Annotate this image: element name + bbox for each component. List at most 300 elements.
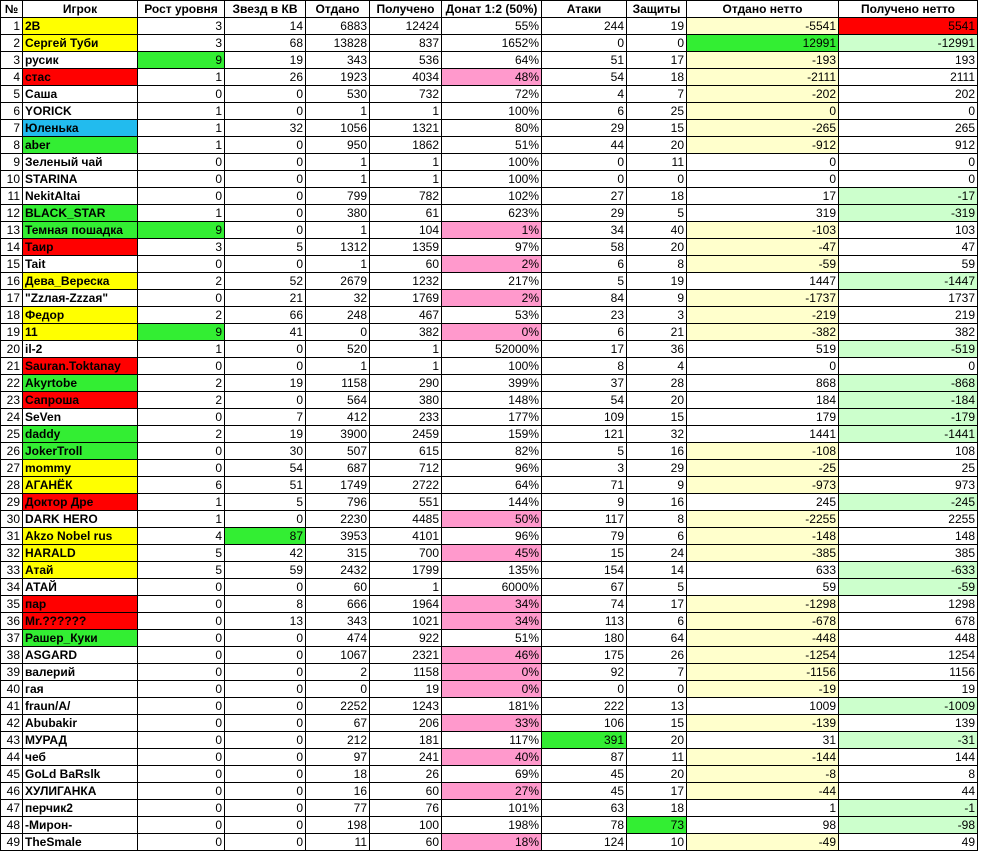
- received-value-cell[interactable]: 4485: [370, 511, 442, 528]
- given-value-cell[interactable]: 666: [306, 596, 370, 613]
- given-net-cell[interactable]: -202: [687, 86, 839, 103]
- given-net-cell[interactable]: 0: [687, 154, 839, 171]
- stars-count-cell[interactable]: 0: [225, 222, 306, 239]
- received-value-cell[interactable]: 1769: [370, 290, 442, 307]
- donat-ratio-cell[interactable]: 0%: [442, 681, 542, 698]
- level-growth-cell[interactable]: 0: [138, 188, 225, 205]
- given-net-cell[interactable]: 0: [687, 358, 839, 375]
- donat-ratio-cell[interactable]: 53%: [442, 307, 542, 324]
- stars-count-cell[interactable]: 0: [225, 783, 306, 800]
- given-net-cell[interactable]: -148: [687, 528, 839, 545]
- row-index-cell[interactable]: 34: [1, 579, 23, 596]
- donat-ratio-cell[interactable]: 101%: [442, 800, 542, 817]
- received-value-cell[interactable]: 61: [370, 205, 442, 222]
- donat-ratio-cell[interactable]: 198%: [442, 817, 542, 834]
- defenses-count-cell[interactable]: 5: [627, 579, 687, 596]
- donat-ratio-cell[interactable]: 96%: [442, 460, 542, 477]
- player-name-cell[interactable]: МУРАД: [23, 732, 138, 749]
- given-net-cell[interactable]: -1156: [687, 664, 839, 681]
- level-growth-cell[interactable]: 9: [138, 222, 225, 239]
- defenses-count-cell[interactable]: 19: [627, 273, 687, 290]
- header-index[interactable]: №: [1, 1, 23, 18]
- row-index-cell[interactable]: 31: [1, 528, 23, 545]
- donat-ratio-cell[interactable]: 100%: [442, 358, 542, 375]
- given-value-cell[interactable]: 32: [306, 290, 370, 307]
- stars-count-cell[interactable]: 54: [225, 460, 306, 477]
- defenses-count-cell[interactable]: 17: [627, 783, 687, 800]
- given-value-cell[interactable]: 3953: [306, 528, 370, 545]
- level-growth-cell[interactable]: 0: [138, 256, 225, 273]
- given-value-cell[interactable]: 507: [306, 443, 370, 460]
- row-index-cell[interactable]: 30: [1, 511, 23, 528]
- defenses-count-cell[interactable]: 20: [627, 137, 687, 154]
- defenses-count-cell[interactable]: 8: [627, 256, 687, 273]
- given-value-cell[interactable]: 77: [306, 800, 370, 817]
- header-attacks[interactable]: Атаки: [542, 1, 627, 18]
- defenses-count-cell[interactable]: 11: [627, 154, 687, 171]
- received-value-cell[interactable]: 60: [370, 834, 442, 851]
- given-net-cell[interactable]: 1009: [687, 698, 839, 715]
- defenses-count-cell[interactable]: 19: [627, 18, 687, 35]
- donat-ratio-cell[interactable]: 399%: [442, 375, 542, 392]
- header-received-net[interactable]: Получено нетто: [839, 1, 978, 18]
- defenses-count-cell[interactable]: 16: [627, 494, 687, 511]
- received-value-cell[interactable]: 233: [370, 409, 442, 426]
- attacks-count-cell[interactable]: 5: [542, 273, 627, 290]
- given-value-cell[interactable]: 1158: [306, 375, 370, 392]
- received-net-cell[interactable]: -319: [839, 205, 978, 222]
- player-name-cell[interactable]: HARALD: [23, 545, 138, 562]
- level-growth-cell[interactable]: 0: [138, 766, 225, 783]
- defenses-count-cell[interactable]: 0: [627, 681, 687, 698]
- player-name-cell[interactable]: чеб: [23, 749, 138, 766]
- received-net-cell[interactable]: 912: [839, 137, 978, 154]
- given-value-cell[interactable]: 248: [306, 307, 370, 324]
- donat-ratio-cell[interactable]: 96%: [442, 528, 542, 545]
- given-net-cell[interactable]: -678: [687, 613, 839, 630]
- received-value-cell[interactable]: 26: [370, 766, 442, 783]
- received-value-cell[interactable]: 60: [370, 783, 442, 800]
- received-net-cell[interactable]: -17: [839, 188, 978, 205]
- defenses-count-cell[interactable]: 9: [627, 477, 687, 494]
- received-net-cell[interactable]: -59: [839, 579, 978, 596]
- donat-ratio-cell[interactable]: 0%: [442, 324, 542, 341]
- stars-count-cell[interactable]: 87: [225, 528, 306, 545]
- given-value-cell[interactable]: 799: [306, 188, 370, 205]
- defenses-count-cell[interactable]: 9: [627, 290, 687, 307]
- defenses-count-cell[interactable]: 20: [627, 239, 687, 256]
- given-value-cell[interactable]: 67: [306, 715, 370, 732]
- defenses-count-cell[interactable]: 16: [627, 443, 687, 460]
- given-value-cell[interactable]: 1312: [306, 239, 370, 256]
- attacks-count-cell[interactable]: 222: [542, 698, 627, 715]
- received-net-cell[interactable]: 193: [839, 52, 978, 69]
- donat-ratio-cell[interactable]: 159%: [442, 426, 542, 443]
- received-value-cell[interactable]: 732: [370, 86, 442, 103]
- player-name-cell[interactable]: Темная пошадка: [23, 222, 138, 239]
- player-name-cell[interactable]: перчик2: [23, 800, 138, 817]
- stars-count-cell[interactable]: 0: [225, 358, 306, 375]
- received-value-cell[interactable]: 380: [370, 392, 442, 409]
- donat-ratio-cell[interactable]: 100%: [442, 154, 542, 171]
- player-name-cell[interactable]: Sauran.Toktanay: [23, 358, 138, 375]
- defenses-count-cell[interactable]: 26: [627, 647, 687, 664]
- player-name-cell[interactable]: Дева_Вереска: [23, 273, 138, 290]
- player-name-cell[interactable]: валерий: [23, 664, 138, 681]
- given-value-cell[interactable]: 687: [306, 460, 370, 477]
- attacks-count-cell[interactable]: 87: [542, 749, 627, 766]
- given-value-cell[interactable]: 198: [306, 817, 370, 834]
- row-index-cell[interactable]: 46: [1, 783, 23, 800]
- stars-count-cell[interactable]: 0: [225, 137, 306, 154]
- given-net-cell[interactable]: -2111: [687, 69, 839, 86]
- donat-ratio-cell[interactable]: 2%: [442, 290, 542, 307]
- defenses-count-cell[interactable]: 6: [627, 528, 687, 545]
- row-index-cell[interactable]: 44: [1, 749, 23, 766]
- row-index-cell[interactable]: 9: [1, 154, 23, 171]
- level-growth-cell[interactable]: 0: [138, 358, 225, 375]
- given-net-cell[interactable]: -108: [687, 443, 839, 460]
- stars-count-cell[interactable]: 5: [225, 494, 306, 511]
- donat-ratio-cell[interactable]: 18%: [442, 834, 542, 851]
- given-net-cell[interactable]: -25: [687, 460, 839, 477]
- received-net-cell[interactable]: 44: [839, 783, 978, 800]
- given-net-cell[interactable]: -973: [687, 477, 839, 494]
- level-growth-cell[interactable]: 2: [138, 426, 225, 443]
- received-value-cell[interactable]: 615: [370, 443, 442, 460]
- given-net-cell[interactable]: -8: [687, 766, 839, 783]
- defenses-count-cell[interactable]: 64: [627, 630, 687, 647]
- stars-count-cell[interactable]: 42: [225, 545, 306, 562]
- attacks-count-cell[interactable]: 74: [542, 596, 627, 613]
- given-value-cell[interactable]: 13828: [306, 35, 370, 52]
- player-name-cell[interactable]: 11: [23, 324, 138, 341]
- received-value-cell[interactable]: 4034: [370, 69, 442, 86]
- received-net-cell[interactable]: 265: [839, 120, 978, 137]
- row-index-cell[interactable]: 15: [1, 256, 23, 273]
- given-net-cell[interactable]: -44: [687, 783, 839, 800]
- player-name-cell[interactable]: Саша: [23, 86, 138, 103]
- defenses-count-cell[interactable]: 15: [627, 715, 687, 732]
- level-growth-cell[interactable]: 3: [138, 18, 225, 35]
- defenses-count-cell[interactable]: 25: [627, 103, 687, 120]
- stars-count-cell[interactable]: 0: [225, 392, 306, 409]
- given-net-cell[interactable]: -219: [687, 307, 839, 324]
- player-name-cell[interactable]: АТАЙ: [23, 579, 138, 596]
- received-net-cell[interactable]: 219: [839, 307, 978, 324]
- received-net-cell[interactable]: 448: [839, 630, 978, 647]
- donat-ratio-cell[interactable]: 1%: [442, 222, 542, 239]
- stars-count-cell[interactable]: 59: [225, 562, 306, 579]
- given-value-cell[interactable]: 1: [306, 222, 370, 239]
- attacks-count-cell[interactable]: 4: [542, 86, 627, 103]
- player-name-cell[interactable]: Зеленый чай: [23, 154, 138, 171]
- defenses-count-cell[interactable]: 15: [627, 120, 687, 137]
- player-name-cell[interactable]: mommy: [23, 460, 138, 477]
- level-growth-cell[interactable]: 9: [138, 324, 225, 341]
- row-index-cell[interactable]: 19: [1, 324, 23, 341]
- row-index-cell[interactable]: 38: [1, 647, 23, 664]
- received-net-cell[interactable]: -1009: [839, 698, 978, 715]
- player-name-cell[interactable]: Таир: [23, 239, 138, 256]
- given-value-cell[interactable]: 212: [306, 732, 370, 749]
- given-value-cell[interactable]: 1: [306, 171, 370, 188]
- given-net-cell[interactable]: -59: [687, 256, 839, 273]
- attacks-count-cell[interactable]: 45: [542, 766, 627, 783]
- player-name-cell[interactable]: пар: [23, 596, 138, 613]
- given-value-cell[interactable]: 6883: [306, 18, 370, 35]
- row-index-cell[interactable]: 2: [1, 35, 23, 52]
- received-net-cell[interactable]: -1: [839, 800, 978, 817]
- given-value-cell[interactable]: 1056: [306, 120, 370, 137]
- player-name-cell[interactable]: ASGARD: [23, 647, 138, 664]
- received-value-cell[interactable]: 1862: [370, 137, 442, 154]
- level-growth-cell[interactable]: 0: [138, 732, 225, 749]
- level-growth-cell[interactable]: 2: [138, 375, 225, 392]
- defenses-count-cell[interactable]: 3: [627, 307, 687, 324]
- received-net-cell[interactable]: -245: [839, 494, 978, 511]
- attacks-count-cell[interactable]: 71: [542, 477, 627, 494]
- received-net-cell[interactable]: 5541: [839, 18, 978, 35]
- given-value-cell[interactable]: 11: [306, 834, 370, 851]
- received-net-cell[interactable]: 8: [839, 766, 978, 783]
- row-index-cell[interactable]: 16: [1, 273, 23, 290]
- given-net-cell[interactable]: -265: [687, 120, 839, 137]
- given-value-cell[interactable]: 0: [306, 324, 370, 341]
- given-value-cell[interactable]: 530: [306, 86, 370, 103]
- donat-ratio-cell[interactable]: 50%: [442, 511, 542, 528]
- given-value-cell[interactable]: 1749: [306, 477, 370, 494]
- donat-ratio-cell[interactable]: 72%: [442, 86, 542, 103]
- stars-count-cell[interactable]: 14: [225, 18, 306, 35]
- attacks-count-cell[interactable]: 37: [542, 375, 627, 392]
- level-growth-cell[interactable]: 1: [138, 69, 225, 86]
- level-growth-cell[interactable]: 0: [138, 443, 225, 460]
- row-index-cell[interactable]: 26: [1, 443, 23, 460]
- given-value-cell[interactable]: 2252: [306, 698, 370, 715]
- row-index-cell[interactable]: 21: [1, 358, 23, 375]
- received-net-cell[interactable]: -1447: [839, 273, 978, 290]
- attacks-count-cell[interactable]: 15: [542, 545, 627, 562]
- row-index-cell[interactable]: 10: [1, 171, 23, 188]
- given-net-cell[interactable]: -1298: [687, 596, 839, 613]
- given-net-cell[interactable]: 179: [687, 409, 839, 426]
- received-net-cell[interactable]: 139: [839, 715, 978, 732]
- defenses-count-cell[interactable]: 17: [627, 52, 687, 69]
- defenses-count-cell[interactable]: 18: [627, 69, 687, 86]
- row-index-cell[interactable]: 41: [1, 698, 23, 715]
- attacks-count-cell[interactable]: 45: [542, 783, 627, 800]
- donat-ratio-cell[interactable]: 33%: [442, 715, 542, 732]
- row-index-cell[interactable]: 20: [1, 341, 23, 358]
- donat-ratio-cell[interactable]: 177%: [442, 409, 542, 426]
- level-growth-cell[interactable]: 0: [138, 596, 225, 613]
- given-value-cell[interactable]: 2: [306, 664, 370, 681]
- received-value-cell[interactable]: 1021: [370, 613, 442, 630]
- defenses-count-cell[interactable]: 6: [627, 613, 687, 630]
- donat-ratio-cell[interactable]: 623%: [442, 205, 542, 222]
- level-growth-cell[interactable]: 1: [138, 341, 225, 358]
- level-growth-cell[interactable]: 0: [138, 698, 225, 715]
- player-name-cell[interactable]: fraun/A/: [23, 698, 138, 715]
- defenses-count-cell[interactable]: 15: [627, 409, 687, 426]
- received-net-cell[interactable]: 1298: [839, 596, 978, 613]
- attacks-count-cell[interactable]: 67: [542, 579, 627, 596]
- attacks-count-cell[interactable]: 3: [542, 460, 627, 477]
- received-net-cell[interactable]: 148: [839, 528, 978, 545]
- level-growth-cell[interactable]: 2: [138, 273, 225, 290]
- header-donat-ratio[interactable]: Донат 1:2 (50%): [442, 1, 542, 18]
- header-stars[interactable]: Звезд в КВ: [225, 1, 306, 18]
- defenses-count-cell[interactable]: 8: [627, 511, 687, 528]
- given-value-cell[interactable]: 1: [306, 103, 370, 120]
- level-growth-cell[interactable]: 3: [138, 35, 225, 52]
- received-net-cell[interactable]: 108: [839, 443, 978, 460]
- given-net-cell[interactable]: 1441: [687, 426, 839, 443]
- player-name-cell[interactable]: ХУЛИГАНКА: [23, 783, 138, 800]
- player-name-cell[interactable]: стас: [23, 69, 138, 86]
- received-net-cell[interactable]: 25: [839, 460, 978, 477]
- given-net-cell[interactable]: 12991: [687, 35, 839, 52]
- player-name-cell[interactable]: Tait: [23, 256, 138, 273]
- received-net-cell[interactable]: 2255: [839, 511, 978, 528]
- player-name-cell[interactable]: Akzo Nobel rus: [23, 528, 138, 545]
- stars-count-cell[interactable]: 26: [225, 69, 306, 86]
- stars-count-cell[interactable]: 0: [225, 171, 306, 188]
- defenses-count-cell[interactable]: 14: [627, 562, 687, 579]
- level-growth-cell[interactable]: 0: [138, 290, 225, 307]
- attacks-count-cell[interactable]: 124: [542, 834, 627, 851]
- given-net-cell[interactable]: 519: [687, 341, 839, 358]
- received-value-cell[interactable]: 12424: [370, 18, 442, 35]
- row-index-cell[interactable]: 28: [1, 477, 23, 494]
- stars-count-cell[interactable]: 30: [225, 443, 306, 460]
- attacks-count-cell[interactable]: 0: [542, 681, 627, 698]
- player-name-cell[interactable]: JokerTroll: [23, 443, 138, 460]
- received-value-cell[interactable]: 1: [370, 579, 442, 596]
- level-growth-cell[interactable]: 2: [138, 392, 225, 409]
- attacks-count-cell[interactable]: 9: [542, 494, 627, 511]
- donat-ratio-cell[interactable]: 0%: [442, 664, 542, 681]
- stars-count-cell[interactable]: 0: [225, 205, 306, 222]
- player-name-cell[interactable]: гая: [23, 681, 138, 698]
- stars-count-cell[interactable]: 21: [225, 290, 306, 307]
- level-growth-cell[interactable]: 0: [138, 630, 225, 647]
- attacks-count-cell[interactable]: 0: [542, 171, 627, 188]
- player-name-cell[interactable]: TheSmale: [23, 834, 138, 851]
- received-value-cell[interactable]: 60: [370, 256, 442, 273]
- received-net-cell[interactable]: 382: [839, 324, 978, 341]
- given-value-cell[interactable]: 564: [306, 392, 370, 409]
- attacks-count-cell[interactable]: 44: [542, 137, 627, 154]
- stars-count-cell[interactable]: 0: [225, 766, 306, 783]
- given-value-cell[interactable]: 343: [306, 52, 370, 69]
- attacks-count-cell[interactable]: 6: [542, 256, 627, 273]
- stars-count-cell[interactable]: 0: [225, 800, 306, 817]
- given-value-cell[interactable]: 16: [306, 783, 370, 800]
- received-value-cell[interactable]: 712: [370, 460, 442, 477]
- stars-count-cell[interactable]: 52: [225, 273, 306, 290]
- player-name-cell[interactable]: Юленька: [23, 120, 138, 137]
- donat-ratio-cell[interactable]: 48%: [442, 69, 542, 86]
- received-value-cell[interactable]: 1: [370, 341, 442, 358]
- level-growth-cell[interactable]: 0: [138, 681, 225, 698]
- stars-count-cell[interactable]: 0: [225, 664, 306, 681]
- donat-ratio-cell[interactable]: 51%: [442, 137, 542, 154]
- defenses-count-cell[interactable]: 36: [627, 341, 687, 358]
- level-growth-cell[interactable]: 0: [138, 647, 225, 664]
- player-name-cell[interactable]: GoLd BaRslk: [23, 766, 138, 783]
- stars-count-cell[interactable]: 0: [225, 511, 306, 528]
- given-value-cell[interactable]: 950: [306, 137, 370, 154]
- received-value-cell[interactable]: 2459: [370, 426, 442, 443]
- given-net-cell[interactable]: 1447: [687, 273, 839, 290]
- received-net-cell[interactable]: 59: [839, 256, 978, 273]
- row-index-cell[interactable]: 29: [1, 494, 23, 511]
- attacks-count-cell[interactable]: 154: [542, 562, 627, 579]
- stars-count-cell[interactable]: 7: [225, 409, 306, 426]
- attacks-count-cell[interactable]: 84: [542, 290, 627, 307]
- received-value-cell[interactable]: 1232: [370, 273, 442, 290]
- given-net-cell[interactable]: -1254: [687, 647, 839, 664]
- level-growth-cell[interactable]: 0: [138, 409, 225, 426]
- given-value-cell[interactable]: 520: [306, 341, 370, 358]
- attacks-count-cell[interactable]: 54: [542, 69, 627, 86]
- stars-count-cell[interactable]: 0: [225, 341, 306, 358]
- given-value-cell[interactable]: 1: [306, 256, 370, 273]
- row-index-cell[interactable]: 35: [1, 596, 23, 613]
- stars-count-cell[interactable]: 8: [225, 596, 306, 613]
- given-net-cell[interactable]: -144: [687, 749, 839, 766]
- received-net-cell[interactable]: 0: [839, 358, 978, 375]
- defenses-count-cell[interactable]: 7: [627, 664, 687, 681]
- received-value-cell[interactable]: 1321: [370, 120, 442, 137]
- given-value-cell[interactable]: 2432: [306, 562, 370, 579]
- attacks-count-cell[interactable]: 391: [542, 732, 627, 749]
- given-value-cell[interactable]: 3900: [306, 426, 370, 443]
- header-level-growth[interactable]: Рост уровня: [138, 1, 225, 18]
- received-net-cell[interactable]: 144: [839, 749, 978, 766]
- received-value-cell[interactable]: 1: [370, 171, 442, 188]
- row-index-cell[interactable]: 36: [1, 613, 23, 630]
- received-value-cell[interactable]: 2722: [370, 477, 442, 494]
- row-index-cell[interactable]: 45: [1, 766, 23, 783]
- attacks-count-cell[interactable]: 54: [542, 392, 627, 409]
- player-name-cell[interactable]: "Zzлая-Zzzая": [23, 290, 138, 307]
- given-net-cell[interactable]: 184: [687, 392, 839, 409]
- row-index-cell[interactable]: 27: [1, 460, 23, 477]
- defenses-count-cell[interactable]: 11: [627, 749, 687, 766]
- player-name-cell[interactable]: Рашер_Куки: [23, 630, 138, 647]
- attacks-count-cell[interactable]: 34: [542, 222, 627, 239]
- defenses-count-cell[interactable]: 21: [627, 324, 687, 341]
- row-index-cell[interactable]: 11: [1, 188, 23, 205]
- level-growth-cell[interactable]: 0: [138, 460, 225, 477]
- row-index-cell[interactable]: 1: [1, 18, 23, 35]
- received-net-cell[interactable]: 0: [839, 103, 978, 120]
- donat-ratio-cell[interactable]: 2%: [442, 256, 542, 273]
- attacks-count-cell[interactable]: 5: [542, 443, 627, 460]
- player-name-cell[interactable]: -Мирон-: [23, 817, 138, 834]
- defenses-count-cell[interactable]: 20: [627, 732, 687, 749]
- given-value-cell[interactable]: 0: [306, 681, 370, 698]
- defenses-count-cell[interactable]: 7: [627, 86, 687, 103]
- received-net-cell[interactable]: 1156: [839, 664, 978, 681]
- donat-ratio-cell[interactable]: 102%: [442, 188, 542, 205]
- level-growth-cell[interactable]: 0: [138, 749, 225, 766]
- defenses-count-cell[interactable]: 28: [627, 375, 687, 392]
- level-growth-cell[interactable]: 2: [138, 307, 225, 324]
